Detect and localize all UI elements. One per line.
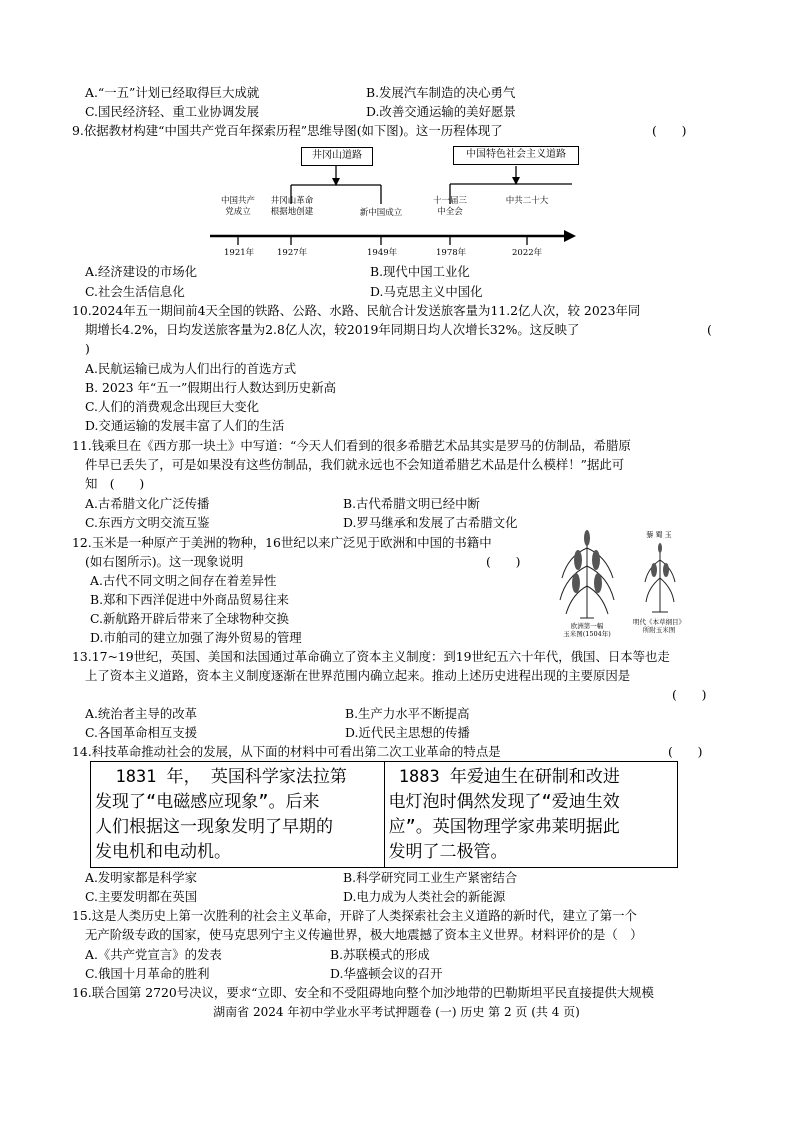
q10-answer-paren-close: ) — [85, 341, 90, 356]
timeline-year: 2022年 — [512, 248, 543, 258]
q10-option-d: D.交通运输的发展丰富了人们的生活 — [85, 418, 285, 433]
timeline-event-label: 中共二十大 — [505, 196, 549, 206]
q13-option-d: D.近代民主思想的传播 — [345, 725, 470, 740]
european-corn-illustration — [556, 528, 618, 620]
q12-option-b: B.郑和下西洋促进中外商品贸易往来 — [90, 592, 289, 607]
q10-stem-line-2: 期增长4.2%，日均发送旅客量为2.8亿人次，较2019年同期日均人次增长32%。这反映了 — [85, 322, 580, 337]
q10-answer-paren-open: ( — [707, 322, 712, 337]
timeline-year: 1978年 — [436, 248, 467, 258]
q11-option-d: D.罗马继承和发展了古希腊文化 — [343, 515, 518, 530]
chinese-corn-title: 藜 蜀 玉 — [646, 531, 672, 539]
q9-option-a: A.经济建设的市场化 — [85, 264, 198, 279]
q11-stem-line-2: 件早已丢失了，可是如果没有这些仿制品，我们就永远也不会知道希腊艺术品是什么模样！”据此可 — [85, 457, 625, 472]
q8-option-c: C.国民经济轻、重工业协调发展 — [85, 104, 260, 119]
q11-stem-line-1: 11.钱乘旦在《西方那一块土》中写道：“今天人们看到的很多希腊艺术品其实是罗马的仿制品，希腊原 — [72, 438, 631, 453]
european-corn-caption: 欧洲第一幅 玉米图(1504年) — [563, 622, 611, 638]
timeline-arrow-icon — [564, 230, 576, 242]
timeline-year: 1949年 — [367, 248, 398, 258]
q12-option-d: D.市舶司的建立加强了海外贸易的管理 — [90, 630, 302, 645]
q9-option-c: C.社会生活信息化 — [85, 284, 185, 299]
q8-option-a: A.“一五”计划已经取得巨大成就 — [85, 85, 260, 100]
q12-option-c: C.新航路开辟后带来了全球物种交换 — [90, 611, 289, 626]
timeline-event-label: 井冈山革命 根据地创建 — [270, 196, 314, 217]
q9-option-d: D.马克思主义中国化 — [370, 284, 483, 299]
q8-option-b: B.发展汽车制造的决心勇气 — [366, 85, 516, 100]
q14-stem: 14.科技革命推动社会的发展，从下面的材料中可看出第二次工业革命的特点是 — [72, 744, 501, 759]
q14-option-c: C.主要发明都在英国 — [85, 889, 198, 904]
chinese-corn-caption: 明代《本草纲目》 所附玉米图 — [633, 618, 685, 634]
material-faraday: 1831 年， 英国科学家法拉第 发现了“电磁感应现象”。后来 人们根据这一现象发明了早期的 发电机和电动机。 — [95, 767, 347, 862]
q9-stem: 9.依据教材构建“中国共产党百年探索历程”思维导图(如下图)。这一历程体现了 — [72, 123, 503, 138]
q15-option-b: B.苏联模式的形成 — [330, 947, 430, 962]
timeline-year: 1927年 — [277, 248, 308, 258]
q8-option-d: D.改善交通运输的美好愿景 — [366, 104, 516, 119]
q12-stem-line-1: 12.玉米是一种原产于美洲的物种，16世纪以来广泛见于欧洲和中国的书籍中 — [72, 535, 492, 550]
q14-answer-paren: ( ) — [668, 744, 703, 759]
q10-option-c: C.人们的消费观念出现巨大变化 — [85, 399, 260, 414]
timeline-year: 1921年 — [224, 248, 255, 258]
ming-corn-illustration — [642, 542, 678, 614]
q11-option-c: C.东西方文明交流互鉴 — [85, 515, 210, 530]
q11-stem-line-3: 知 ( ) — [85, 476, 145, 491]
q14-option-b: B.科学研究同工业生产紧密结合 — [343, 870, 518, 885]
q12-option-a: A.古代不同文明之间存在着差异性 — [90, 573, 277, 588]
q12-answer-paren: ( ) — [486, 554, 521, 569]
q15-stem-line-2: 无产阶级专政的国家，使马克思列宁主义传遍世界，极大地震撼了资本主义世界。材料评价的是（ ） — [85, 927, 643, 942]
q14-option-d: D.电力成为人类社会的新能源 — [343, 889, 506, 904]
q10-option-b: B. 2023 年“五一”假期出行人数达到历史新高 — [85, 380, 336, 395]
q15-option-a: A.《共产党宣言》的发表 — [85, 947, 222, 962]
q13-option-a: A.统治者主导的改革 — [85, 706, 198, 721]
q14-option-a: A.发明家都是科学家 — [85, 870, 198, 885]
timeline-box-jinggangshan: 井冈山道路 — [301, 147, 373, 166]
q9-answer-paren: ( ) — [652, 123, 687, 138]
q10-stem-line-1: 10.2024年五一期间前4天全国的铁路、公路、水路、民航合计发送旅客量为11.2亿人次，较 2023年同 — [72, 303, 641, 318]
q13-option-c: C.各国革命相互支援 — [85, 725, 198, 740]
q11-option-a: A.古希腊文化广泛传播 — [85, 496, 210, 511]
q12-stem-line-2: (如右图所示)。这一现象说明 — [85, 554, 244, 569]
q13-stem-line-2: 上了资本主义道路，资本主义制度逐渐在世界范围内确立起来。推动上述历史进程出现的主要原因是 — [85, 668, 631, 683]
q15-option-d: D.华盛顿会议的召开 — [330, 966, 443, 981]
timeline-event-label: 中国共产 党成立 — [220, 196, 255, 217]
material-edison: 1883 年爱迪生在研制和改进 电灯泡时偶然发现了“爱迪生效 应”。英国物理学家弗莱明据此 发明了二极管。 — [384, 762, 678, 867]
timeline-event-label: 新中国成立 — [359, 208, 403, 218]
q15-option-c: C.俄国十月革命的胜利 — [85, 966, 210, 981]
q13-answer-paren: ( ) — [672, 687, 707, 702]
q9-option-b: B.现代中国工业化 — [370, 264, 470, 279]
q13-option-b: B.生产力水平不断提高 — [345, 706, 470, 721]
q13-stem-line-1: 13.17~19世纪，英国、美国和法国通过革命确立了资本主义制度：到19世纪五六十年代，俄国、日本等也走 — [72, 649, 670, 664]
page-footer: 湖南省 2024 年初中学业水平考试押题卷 (一) 历史 第 2 页 (共 4 页) — [213, 1005, 580, 1019]
q10-option-a: A.民航运输已成为人们出行的首选方式 — [85, 361, 297, 376]
q16-stem-line-1: 16.联合国第 2720号决议，要求“立即、安全和不受阻碍地向整个加沙地带的巴勒斯坦平民直接提供大规模 — [72, 985, 654, 1000]
timeline-event-label: 十一届三 中全会 — [432, 196, 467, 217]
timeline-box-socialism-chinese-characteristics: 中国特色社会主义道路 — [453, 146, 579, 165]
q15-stem-line-1: 15.这是人类历史上第一次胜利的社会主义革命，开辟了人类探索社会主义道路的新时代，建立了第一个 — [72, 908, 637, 923]
q11-option-b: B.古代希腊文明已经中断 — [343, 496, 480, 511]
q14-material-table — [90, 761, 678, 868]
